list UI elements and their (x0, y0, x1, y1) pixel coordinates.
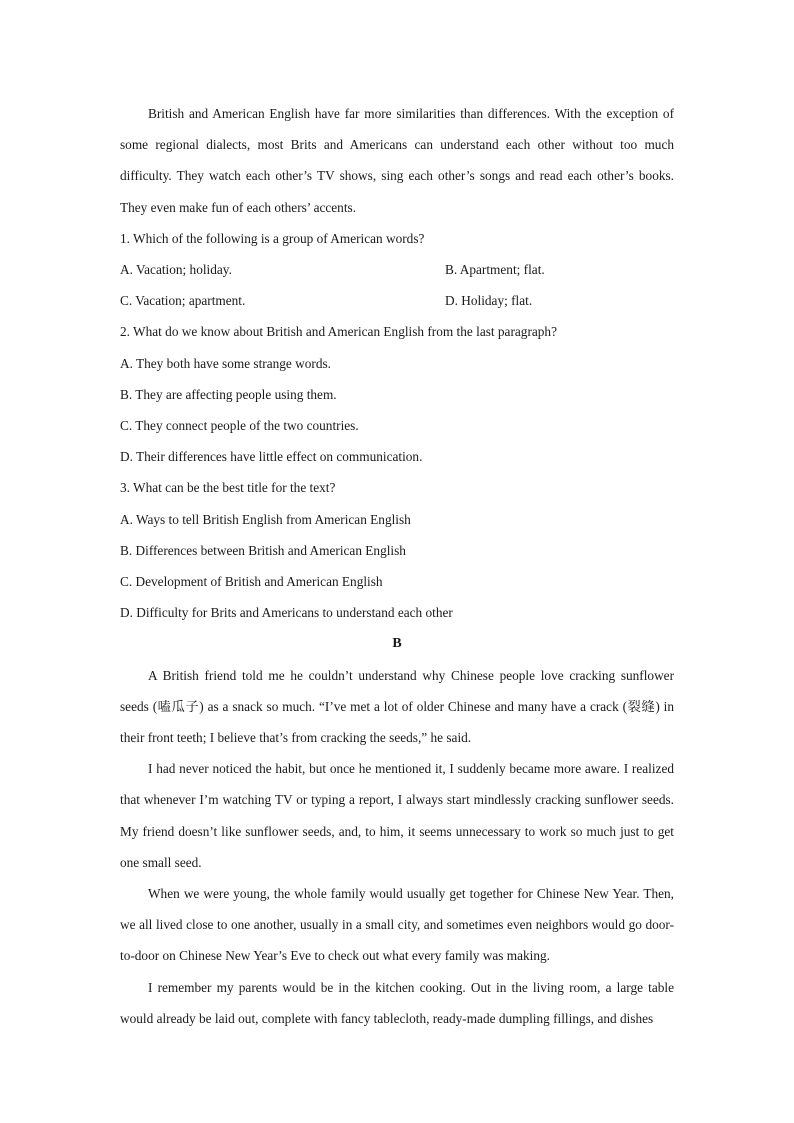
question-1-option-b: B. Apartment; flat. (445, 262, 545, 278)
question-3-option-d: D. Difficulty for Brits and Americans to understand each other (120, 605, 453, 621)
question-3-option-a: A. Ways to tell British English from American English (120, 511, 411, 527)
question-1-options-row-1 (120, 254, 674, 285)
question-1-option-d: D. Holiday; flat. (445, 293, 533, 309)
question-2-option-d: D. Their differences have little effect on communication. (120, 449, 423, 465)
question-1-option-a: A. Vacation; holiday. (120, 262, 232, 278)
passage-a-paragraph: British and American English have far more similarities than differences. With the exception of some regional dialects, most Brits and Americans can understand each other without too much difficulty. They watch each other’s TV shows, sing each other’s songs and read each other’s books. They even make fun of each others’ accents. (120, 106, 674, 215)
passage-b-paragraph-4: I remember my parents would be in the kitchen cooking. Out in the living room, a large table would already be laid out, complete with fancy tablecloth, ready-made dumpling fillings, and dishes (120, 979, 674, 1026)
passage-b-paragraph-2: I had never noticed the habit, but once he mentioned it, I suddenly became more aware. I realized that whenever I’m watching TV or typing a report, I always start mindlessly cracking sunflower seeds. My friend doesn’t like sunflower seeds, and, to him, it seems unnecessary to work so much just to get one small seed. (120, 761, 674, 870)
question-1-option-c: C. Vacation; apartment. (120, 293, 246, 309)
question-2-option-a: A. They both have some strange words. (120, 355, 331, 371)
section-b-heading: B (392, 636, 402, 652)
question-2-option-c: C. They connect people of the two countries. (120, 418, 359, 434)
question-2-stem: 2. What do we know about British and American English from the last paragraph? (120, 324, 557, 340)
question-3-stem: 3. What can be the best title for the text? (120, 480, 336, 496)
passage-b-paragraph-3: When we were young, the whole family would usually get together for Chinese New Year. Then, we all lived close to one another, usually in a small city, and sometimes even neighbors would go door-to-door on Chinese New Year’s Eve to check out what every family was making. (120, 886, 674, 964)
question-3-option-c: C. Development of British and American English (120, 574, 383, 590)
question-2-option-b: B. They are affecting people using them. (120, 386, 337, 402)
document-page (120, 98, 674, 1034)
question-3-option-b: B. Differences between British and American English (120, 542, 406, 558)
passage-b-paragraph-1: A British friend told me he couldn’t understand why Chinese people love cracking sunflower seeds (嗑瓜子) as a snack so much. “I’ve met a lot of older Chinese and many have a crack (裂缝) in their front teeth; I believe that’s from cracking the seeds,” he said. (120, 667, 674, 746)
question-1-stem: 1. Which of the following is a group of American words? (120, 230, 425, 246)
question-1-options-row-2 (120, 285, 674, 316)
